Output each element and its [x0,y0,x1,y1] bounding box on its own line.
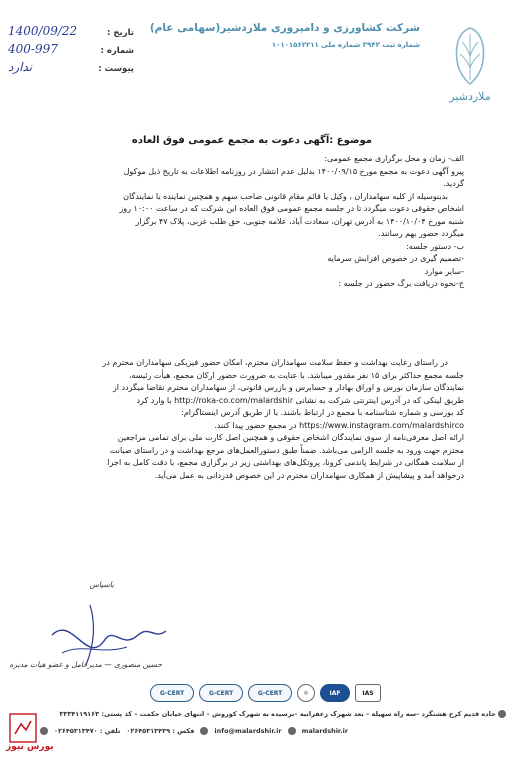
text-line: نمایندگان سازمان بورس و اوراق بهادار و حسابرس و بازرس قانونی، از سهامداران محترم تقاضا میگردد از [112,383,464,392]
address-text: جاده قدیم کرج هشتگرد –سه راه سهیله – بعد شهرک زعفرانیه –نرسیده به شهرک کوروش – انتهای خیابان حکمت – کد پستی: ۳۳۳۴۱۱۹۱۶۳ [59,710,496,718]
certificate-badge: G-CERT [199,684,243,702]
text-line: در راستای رعایت بهداشت و حفظ سلامت سهامداران محترم، امکان حضور فیزیکی سهامداران محترم در [102,358,448,367]
company-name: شرکت کشاورزی و دامپروری ملاردشیر(سهامی عام) [149,22,420,34]
text-line: طریق لینکی که در آدرس اینترنتی شرکت به نشانی http://roka-co.com/malardshir با وارد کرد [136,395,464,405]
date-label: تاریخ : [107,28,134,38]
section-b [40,357,464,432]
text-line: جلسه مجمع حداکثر برای ۱۵ نفر مقدور میباشد. با عنایت به ضرورت حضور ارکان مجمع، هیأت رئیسه، [128,370,464,380]
signatory-name: حسین منصوری [114,660,162,669]
text-line: از سلامت همگانی در شرایط پاندمی کرونا، پروتکل‌های بهداشتی زیر در برگزاری مجمع، با دقت کامل به اجرا [107,458,464,467]
text-line: اشخاص حقوقی دعوت میگردد تا در جلسه مجمع عمومی فوق العاده این شرکت که در ساعت ۱۰:۰۰ روز [119,204,464,213]
footer-address [40,710,506,718]
number-value: 400-997 [8,42,58,56]
certificate-badge: G-CERT [150,684,194,702]
company-registration: شماره ثبت ۳۹۴۳ شماره ملی ۱۰۱۰۱۵۶۲۲۱۱ [271,41,420,49]
date-value: 1400/09/22 [8,24,78,38]
text-line: ب- دستور جلسه: [406,241,464,251]
text-line: گردید. [443,179,464,188]
text-line: شنبه مورخ ۱۴۰۰/۱۰/۰۴ به آدرس تهران، سعادت آباد، علامه جنوبی، حق طلب غربی، پلاک ۴۷ برگزار [135,216,464,226]
phone-icon [40,727,48,735]
certificate-seal-icon: ◎ [297,684,315,702]
section-c [40,432,464,482]
certificate-badge: G-CERT [248,684,292,702]
certificate-strip [150,682,400,704]
meta-attachment-row [6,60,134,78]
text-line: میگردد حضور بهم رسانند. [378,229,464,238]
certificate-badge: IAS [355,684,381,702]
location-icon [498,710,506,718]
text-line: -سایر موارد [424,266,464,276]
footer-logo-icon [8,712,38,744]
signature-greeting: باسپاس [89,580,114,589]
letter-meta [6,24,134,78]
attachment-label: پیوست : [98,64,134,74]
company-logo-icon [440,22,500,108]
section-a [40,153,464,291]
globe-icon [288,727,296,735]
attachment-value: ندارد [8,60,33,74]
number-label: شماره : [100,46,134,56]
text-line: الف- زمان و محل برگزاری مجمع عمومی: [324,154,464,163]
website-link[interactable]: malardshir.ir [301,727,349,735]
text-line: کد بورسی و شماره شناسنامه با مجمع در ارتباط باشند. یا از طریق آدرس اینستاگرام: [181,408,464,417]
text-line: -تصمیم گیری در خصوص افزایش سرمایه [327,254,464,263]
email-icon [200,727,208,735]
letter-subject: موضوع :آگهی دعوت به مجمع عمومی فوق العاده [131,135,372,146]
meta-date-row [6,24,134,42]
text-line: https://www.instagram.com/malardshirco در مجمع حضور پیدا کنند. [214,420,464,430]
company-header [149,22,420,49]
footer-contacts [40,727,506,735]
text-line: ارائه اصل معرفی‌نامه از سوی نمایندگان اشخاص حقوقی و همچنین اصل کارت ملی برای تمامی مراجعین [117,433,464,442]
email-link[interactable]: info@malardshir.ir [214,727,282,735]
meta-number-row [6,42,134,60]
text-line: بدینوسیله از کلیه سهامداران ، وکیل یا قائم مقام قانونی صاحب سهم و همچنین نماینده یا نمایندگان [123,191,448,201]
text-line: درخواهد آمد و پیشاپیش از همکاری سهامداران محترم در این خصوص قدردانی به عمل می‌آید. [154,470,464,480]
certificate-badge: IAF [320,684,350,702]
logo-text: ملاردشیر [449,90,491,103]
watermark-text: بورس نیوز [6,742,54,752]
text-line: ج-نحوه دریافت برگ حضور در جلسه : [338,279,464,288]
text-line: محترم جهت ورود به جلسه الزامی می‌باشد. ضمناً طبق دستورالعمل‌های مرجع بهداشت و در راستای صیانت [109,445,464,455]
phone-text: تلفن : ۰۲۶۴۵۳۱۳۴۷۰ [54,727,121,735]
signature-caption: حسین منصوری — مدیرعامل و عضو هیات مدیره [9,660,162,669]
signatory-title: مدیرعامل و عضو هیات مدیره [9,660,102,669]
text-line: پیرو آگهی دعوت به مجمع مورخ ۱۴۰۰/۰۹/۱۵ بدلیل عدم انتشار در روزنامه اطلاعات به تاریخ ذیل موکول [123,166,464,176]
fax-text: فکس : ۰۲۶۴۵۳۱۳۴۳۹ [126,727,195,735]
